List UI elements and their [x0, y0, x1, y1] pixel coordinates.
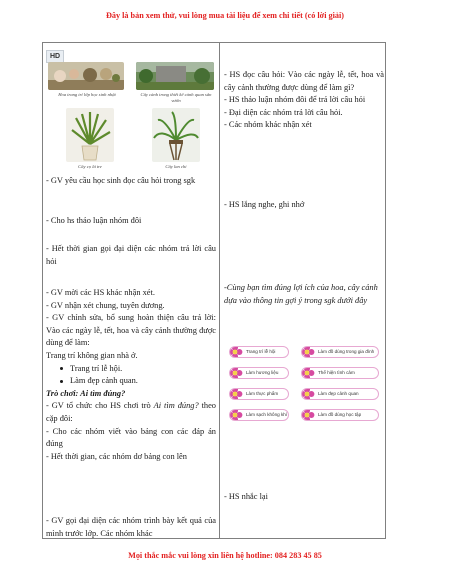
preview-banner: Đây là bản xem thử, vui lòng mua tài liệu để xem chi tiết (có lời giải): [105, 11, 344, 20]
left-step-write-answers: - Cho các nhóm viết vào bảng con các đáp án đúng: [46, 426, 216, 449]
photo-birthday-flowers: [48, 62, 124, 90]
game-intro: - GV tổ chức cho HS chơi trò Ai tìm đúng? theo cặp đôi:: [46, 401, 216, 423]
bullet-item: Làm đẹp cảnh quan.: [46, 375, 216, 388]
flower-icon: [301, 346, 315, 358]
pill-benefit: Làm sạch không khí: [229, 409, 289, 421]
pill-benefit: Thể hiện tình cảm: [301, 367, 379, 379]
left-review-line-1: - GV mời các HS khác nhận xét.: [46, 288, 155, 297]
flower-icon: [229, 346, 243, 358]
pill-benefit: Làm đẹp cảnh quan: [301, 388, 379, 400]
right-repeat: - HS nhắc lại: [224, 492, 268, 501]
left-review-line-2: - GV nhận xét chung, tuyên dương.: [46, 300, 165, 310]
left-review-line-3: - GV chỉnh sửa, bổ sung hoàn thiện câu trả lời: Vào các ngày lễ, tết, hoa và cây cảnh thường được dùng để làm:: [46, 313, 216, 348]
flower-icon: [229, 409, 243, 421]
pill-benefit: Làm hương liệu: [229, 367, 289, 379]
pill-benefit: Làm thực phẩm: [229, 388, 289, 400]
flower-icon: [301, 409, 315, 421]
column-divider: [219, 43, 220, 538]
pill-benefit: Làm đồ dùng học tập: [301, 409, 379, 421]
right-listen: - HS lắng nghe, ghi nhớ: [224, 200, 305, 209]
caption-2: Cây cảnh trong thiết kế cảnh quan sân vườn: [140, 92, 212, 103]
right-response-block: [224, 69, 384, 132]
right-game-instruction: -Cùng bạn tìm đúng lợi ích của hoa, cây cảnh dựa vào thông tin gợi ý trong sgk dưới đây: [224, 283, 378, 305]
left-step-pair-discussion: - Cho hs thảo luận nhóm đôi: [46, 216, 142, 225]
left-step-present-results: - GV gọi đại diện các nhóm trình bày kết quả của mình trước lớp. Các nhóm khác: [46, 516, 216, 538]
caption-1: Hoa trang trí lớp học sinh nhật: [58, 92, 116, 97]
left-step-call-groups: - Hết thời gian gọi đại diện các nhóm trả lời câu hỏi: [46, 244, 216, 266]
flower-icon: [301, 367, 315, 379]
photo-garden-landscape: [136, 62, 214, 90]
lesson-table: [42, 42, 386, 539]
benefit-pill-grid: [229, 344, 379, 430]
hd-badge: HD: [46, 50, 64, 63]
right-line-4: - Các nhóm khác nhận xét: [224, 120, 312, 130]
left-review-line-4: Trang trí không gian nhà ở.: [46, 350, 138, 360]
right-line-1: - HS đọc câu hỏi: Vào các ngày lễ, tết, hoa và cây cảnh thường được dùng để làm gì?: [224, 70, 384, 92]
flower-icon: [229, 388, 243, 400]
bullet-item: Trang trí lễ hội.: [46, 363, 216, 376]
pill-benefit: Làm đồ dùng trong gia đình: [301, 346, 379, 358]
photo-panel: [46, 48, 216, 176]
left-review-block: [46, 287, 216, 463]
hotline-banner: Mọi thắc mắc vui lòng xin liên hệ hotline: 084 283 45 85: [128, 551, 322, 560]
right-line-2: - HS thảo luận nhóm đôi để trả lời câu hỏi: [224, 95, 366, 105]
photo-bamboo-palm: [66, 108, 114, 162]
flower-icon: [301, 388, 315, 400]
pill-benefit: Trang trí lễ hội: [229, 346, 289, 358]
left-step-show-boards: - Hết thời gian, các nhóm dơ bảng con lên: [46, 451, 187, 461]
right-line-3: - Đại diện các nhóm trả lời câu hỏi.: [224, 107, 343, 117]
photo-spider-plant: [152, 108, 200, 162]
game-title: Trò chơi: Ai tìm đúng?: [46, 388, 126, 398]
caption-3: Cây cọ lá tre: [78, 164, 102, 169]
caption-4: Cây lan chi: [165, 164, 187, 169]
left-step-read-question: - GV yêu cầu học sinh đọc câu hỏi trong sgk: [46, 176, 196, 185]
flower-icon: [229, 367, 243, 379]
